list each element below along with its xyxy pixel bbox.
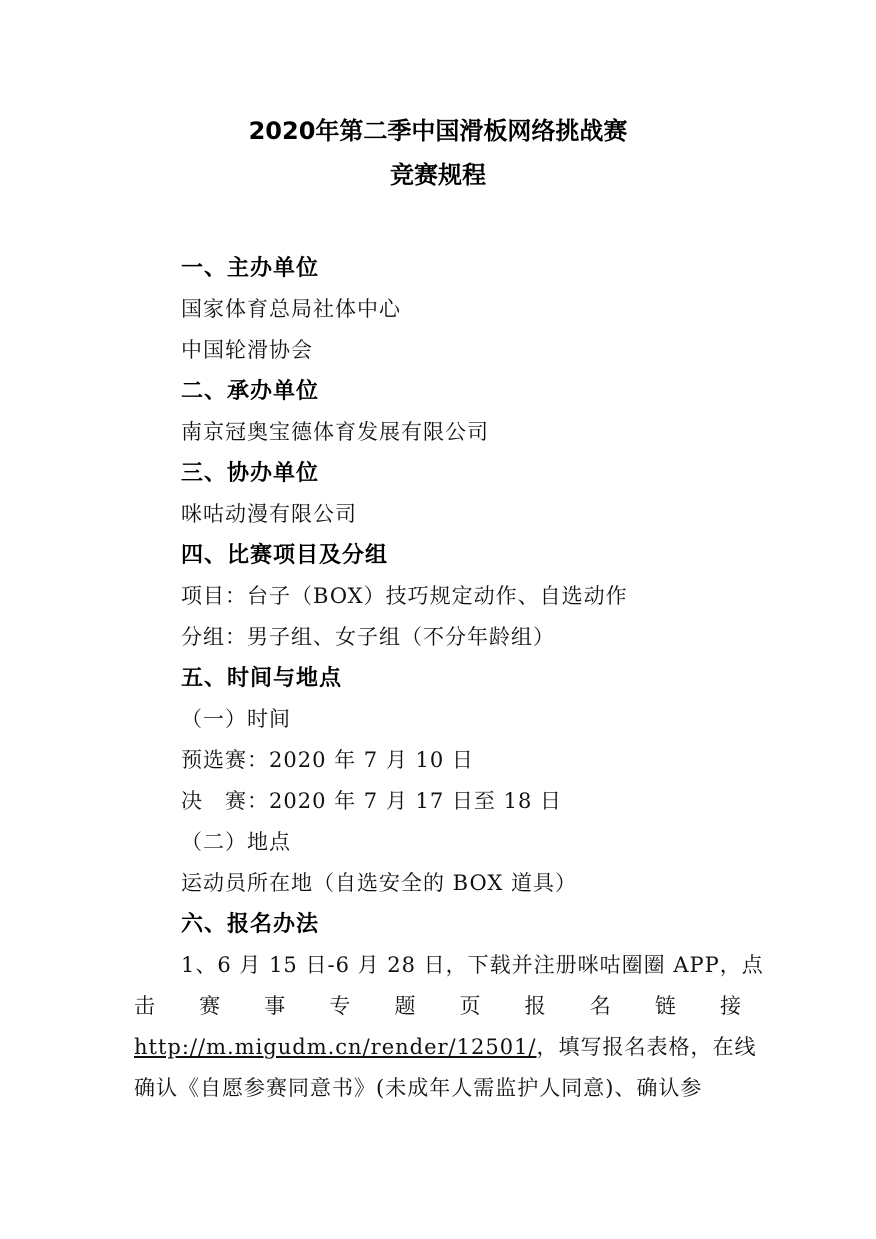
prelim-date: 预选赛：2020 年 7 月 10 日 [181, 748, 474, 772]
time-subheading: （一）时间 [181, 707, 291, 731]
document-subtitle: 竞赛规程 [390, 161, 486, 189]
section-heading-co-organizer: 三、协办单位 [181, 461, 320, 486]
events-line: 项目：台子（BOX）技巧规定动作、自选动作 [181, 584, 628, 608]
section-heading-time-place: 五、时间与地点 [181, 666, 343, 691]
para-char: 名 [589, 994, 612, 1018]
registration-para-line: 确认《自愿参赛同意书》(未成年人需监护人同意)、确认参 [134, 1076, 703, 1100]
document-title: 2020年第二季中国滑板网络挑战赛 [248, 117, 628, 145]
registration-para-line: 1、6 月 15 日-6 月 28 日，下载并注册咪咕圈圈 APP，点 [181, 953, 764, 977]
para-char: 题 [394, 994, 417, 1018]
para-char: 链 [654, 994, 677, 1018]
para-char: 页 [459, 994, 482, 1018]
final-date: 决 赛：2020 年 7 月 17 日至 18 日 [181, 789, 562, 813]
section-heading-registration: 六、报名办法 [181, 912, 320, 937]
para-char: 事 [264, 994, 287, 1018]
para-char: 击 [134, 994, 156, 1018]
place-subheading: （二）地点 [181, 830, 291, 854]
co-organizer-line: 咪咕动漫有限公司 [181, 502, 357, 526]
para-char: 报 [524, 994, 547, 1018]
organizer-line: 中国轮滑协会 [181, 338, 313, 362]
undertaker-line: 南京冠奥宝德体育发展有限公司 [181, 420, 489, 444]
section-heading-organizer: 一、主办单位 [181, 256, 320, 281]
registration-para-line-spread [0, 986, 742, 1027]
para-char: 专 [329, 994, 352, 1018]
organizer-line: 国家体育总局社体中心 [181, 297, 401, 321]
document-body [0, 248, 876, 1109]
registration-link[interactable]: http://m.migudm.cn/render/12501/ [134, 1035, 537, 1059]
registration-para-line [0, 1027, 757, 1068]
groups-line: 分组：男子组、女子组（不分年龄组） [181, 625, 555, 649]
registration-para-text: ，填写报名表格，在线 [536, 1035, 757, 1059]
section-heading-undertaker: 二、承办单位 [181, 379, 320, 404]
section-heading-events: 四、比赛项目及分组 [181, 543, 389, 568]
place-line: 运动员所在地（自选安全的 BOX 道具） [181, 871, 577, 895]
para-char: 接 [719, 994, 742, 1018]
para-char: 赛 [199, 994, 222, 1018]
